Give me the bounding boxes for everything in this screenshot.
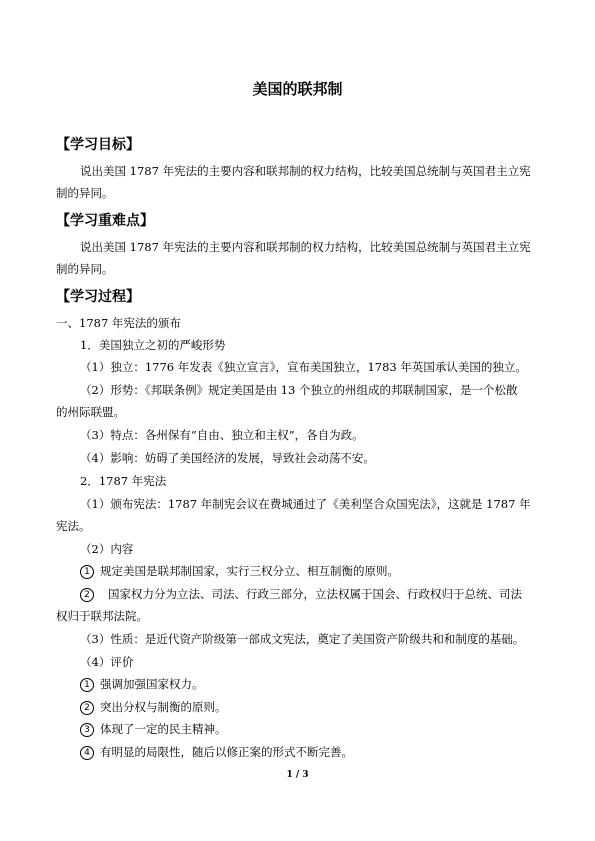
- process-item2-line2: 的州际联盟。: [56, 405, 125, 419]
- process-sub2-title: 2．1787 年宪法: [80, 474, 167, 488]
- list-item: 3 体现了一定的民主精神。: [80, 722, 227, 737]
- section-heading-key-points: 【学习重难点】: [56, 213, 154, 229]
- process-item1: （1）独立：1776 年发表《独立宣言》，宣布美国独立，1783 年英国承认美国的独立。: [80, 360, 527, 374]
- process-item4: （4）影响：妨碍了美国经济的发展，导致社会动荡不安。: [80, 451, 375, 465]
- page-title: 美国的联邦制: [252, 80, 343, 98]
- circled-number-icon: 2: [80, 701, 94, 715]
- process-c1-line1: （1）颁布宪法：1787 年制宪会议在费城通过了《美利坚合众国宪法》，这就是 1787 年: [80, 497, 531, 511]
- circled-number-icon: 2: [80, 588, 94, 602]
- section-heading-goals: 【学习目标】: [56, 137, 140, 153]
- goals-text-line1: 说出美国 1787 年宪法的主要内容和联邦制的权力结构，比较美国总统制与英国君主立宪: [80, 164, 531, 178]
- circled-number-icon: 1: [80, 678, 94, 692]
- process-c2-item2-line2: 权归于联邦法院。: [56, 609, 148, 623]
- page-number: 1 / 3: [286, 770, 309, 780]
- process-c4-title: （4）评价: [80, 655, 134, 669]
- list-item: 2 国家权力分为立法、司法、行政三部分，立法权属于国会、行政权归于总统、司法: [80, 587, 522, 602]
- process-part1-title: 一、1787 年宪法的颁布: [56, 316, 181, 330]
- process-item2-line1: （2）形势：《邦联条例》规定美国是由 13 个独立的州组成的邦联制国家，是一个松散: [80, 383, 518, 397]
- list-item: 2 突出分权与制衡的原则。: [80, 700, 227, 715]
- circled-number-icon: 3: [80, 723, 94, 737]
- list-item: 1 强调加强国家权力。: [80, 677, 204, 692]
- circled-number-icon: 4: [80, 746, 94, 760]
- process-item3: （3）特点：各州保有“自由、独立和主权”，各自为政。: [80, 428, 364, 442]
- list-item: 1 规定美国是联邦制国家，实行三权分立、相互制衡的原则。: [80, 564, 399, 579]
- key-points-text-line2: 制的异同。: [56, 262, 114, 276]
- circled-number-icon: 1: [80, 565, 94, 579]
- process-c3: （3）性质：是近代资产阶级第一部成文宪法，奠定了美国资产阶级共和和制度的基础。: [80, 632, 525, 646]
- section-heading-process: 【学习过程】: [56, 289, 140, 305]
- list-item: 4 有明显的局限性，随后以修正案的形式不断完善。: [80, 745, 353, 760]
- goals-text-line2: 制的异同。: [56, 186, 114, 200]
- process-sub1-title: 1．美国独立之初的严峻形势: [80, 338, 226, 352]
- process-c2-title: （2）内容: [80, 542, 134, 556]
- key-points-text-line1: 说出美国 1787 年宪法的主要内容和联邦制的权力结构，比较美国总统制与英国君主立宪: [80, 240, 531, 254]
- process-c1-line2: 宪法。: [56, 519, 91, 533]
